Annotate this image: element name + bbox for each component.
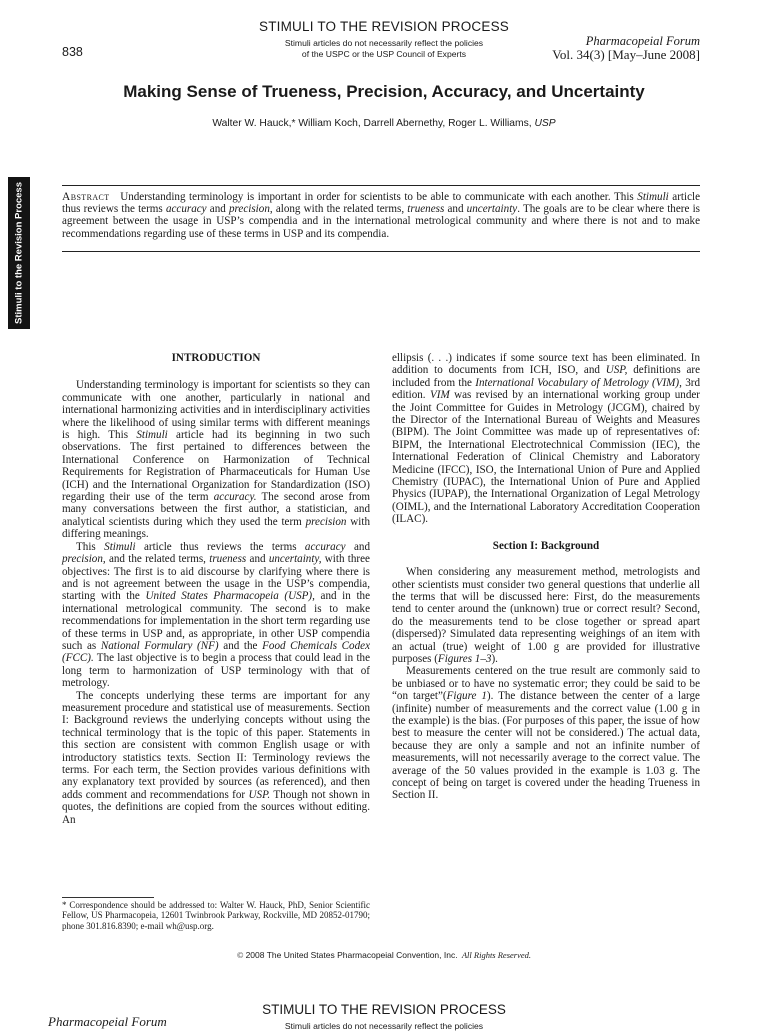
authors-list: Walter W. Hauck,* William Koch, Darrell Abernethy, Roger L. Williams,	[212, 118, 532, 129]
section-heading-introduction: INTRODUCTION	[171, 352, 261, 364]
abstract-bottom-rule	[62, 251, 700, 252]
intro-paragraph-3: The concepts underlying these terms are important for any measurement procedure and statistical use of measurements. Section I: Background reviews the underlying concepts without using the technical terminology that is the topic of this paper. Statements in this section are consistent with common English usage or with introductory statistics texts. Section II: Terminology reviews the terms. For each term, the Section provides various definitions with any explanatory text provided by sources (as referenced), and then adds comment and recommendations for USP. Though not shown in quotes, the definitions are copied from the sources without editing. An	[62, 689, 370, 826]
abstract-term: Stimuli	[637, 191, 669, 203]
right-paragraph-1: ellipsis (. . .) indicates if some source text has been eliminated. In addition to documents from ICH, ISO, and USP, definitions are included from the International Vocabulary of Metrology (VIM), 3rd edition. VIM was revised by an international working group under the Joint Committee for Guides in Metrology (JCGM), chaired by the Director of the International Bureau of Weights and Measures (BIPM). The Joint Committee was made up of representatives of: BIPM, the International Electrotechnical Commission (IEC), the International Federation of Clinical Chemistry and Laboratory Medicine (IFCC), ISO, the International Union of Pure and Applied Chemistry (IUPAC), the International Union of Pure and Applied Physics (IUPAP), the International Organization of Legal Metrology (OIML), and the International Laboratory Accreditation Cooperation (ILAC).	[392, 352, 701, 526]
background-paragraph-2: Measurements centered on the true result are commonly said to be unbiased or to have no systematic error; they could be said to be “on target”(Figure 1). The distance between the center of a large (infinite) number of measurements and the correct value (1.00 g in the example) is the bias. (For purposes of this paper, the issue of how best to measure the center will not be considered.) The actual data, because they are only a sample and not an infinite number of measurements, will not necessarily average to the correct value. The average of the 50 values provided in the example is 1.03 g. The concept of being on target is covered under the heading Trueness in Section II.	[392, 665, 700, 802]
copyright-line	[0, 950, 768, 960]
copyright-rights: All Rights Reserved.	[461, 950, 532, 960]
abstract-text: and	[206, 203, 229, 216]
abstract-text: and	[444, 203, 467, 216]
footnote-rule	[62, 897, 154, 898]
article-authors	[0, 118, 768, 129]
abstract-term: precision	[228, 203, 270, 216]
running-header-title: STIMULI TO THE REVISION PROCESS	[258, 19, 509, 34]
correspondence-footnote: * Correspondence should be addressed to: Walter W. Hauck, PhD, Senior Scientific Fellow, US Pharmacopeia, 12601 Twinbrook Parkway, Rockville, MD 20852-01790; phone 301.816.8390; e-mail wh@usp.org.	[62, 900, 370, 931]
next-page-header-title: STIMULI TO THE REVISION PROCESS	[262, 1002, 506, 1017]
abstract-text: article thus reviews the terms	[62, 191, 701, 216]
abstract-text: Understanding terminology is important in order for scientists to be able to communicate with each another. This	[120, 191, 638, 203]
intro-paragraph-1: Understanding terminology is important for scientists so they can communicate with one another, particularly in national and international harmonizing activities and in interdisciplinary activities where the likelihood of using similar terms with different meanings is high. This Stimuli article had its beginning in two such observations. The first pertained to differences between the International Conference on Harmonization of Technical Requirements for Registration of Pharmaceuticals for Human Use (ICH) and the International Organization for Standardization (ISO) regarding their use of the term accuracy. The second arose from many conversations between the first author, a statistician, and analytical scientists during which they used the term precision with differing meanings.	[62, 379, 371, 541]
disclaimer-line-1: Stimuli articles do not necessarily reflect the policies	[284, 38, 484, 48]
authors-affiliation: USP	[534, 118, 556, 129]
abstract-text: , along with the related terms,	[269, 203, 408, 216]
side-tab-label: Stimuli to the Revision Process	[13, 181, 25, 325]
section-heading-background: Section I: Background	[492, 539, 600, 552]
left-column	[62, 352, 370, 826]
abstract-text: . The goals are to be clear where there is agreement between the usage in USP’s compendia and in the international metrological community and where there is not and to make recommendations regarding use of these terms in USP and its compendia.	[62, 203, 700, 240]
journal-volume: Vol. 34(3) [May–June 2008]	[552, 47, 700, 62]
abstract	[62, 191, 700, 240]
page-number: 838	[62, 45, 83, 59]
next-page-disclaimer: Stimuli articles do not necessarily reflect the policies	[284, 1021, 484, 1031]
abstract-top-rule	[62, 185, 700, 186]
journal-name: Pharmacopeial Forum	[585, 34, 700, 48]
copyright-symbol: ©	[236, 950, 244, 960]
intro-paragraph-2: This Stimuli article thus reviews the terms accuracy and precision, and the related terms, trueness and uncertainty, with three objectives: The first is to aid discourse by clarifying where there is and is not agreement between the usage in the USP’s compendia, starting with the United States Pharmacopeia (USP), and in the international metrological community. The second is to make recommendations for implementation in the short term regarding use of these terms in USP and, as appropriate, in other USP compendia such as National Formulary (NF) and the Food Chemicals Codex (FCC). The last objective is to begin a process that could lead in the long term to harmonization of USP terminology with that of metrology.	[62, 540, 371, 690]
abstract-term: uncertainty	[466, 203, 518, 216]
journal-info	[552, 34, 700, 62]
background-paragraph-1: When considering any measurement method, metrologists and other scientists must consider two general questions that underlie all the terms that will be discussed here: First, do the measurements tend to center around the (unknown) true or correct result? Second, do the measurements tend to be close together or spread apart (dispersed)? Simulated data representing weighings of an item with an actual (true) weight of 1.00 g are provided for illustrative purposes (Figures 1–3).	[392, 566, 700, 665]
copyright-text: 2008 The United States Pharmacopeial Convention, Inc.	[245, 950, 458, 960]
disclaimer-line-2: of the USPC or the USP Council of Experts	[301, 49, 467, 59]
abstract-term: accuracy	[165, 203, 207, 216]
side-section-tab	[8, 177, 30, 329]
article-title: Making Sense of Trueness, Precision, Accuracy, and Uncertainty	[123, 82, 645, 101]
abstract-term: trueness	[407, 203, 445, 216]
next-page-journal-name: Pharmacopeial Forum	[48, 1014, 167, 1029]
right-column	[392, 352, 700, 802]
abstract-label: Abstract	[62, 191, 110, 203]
